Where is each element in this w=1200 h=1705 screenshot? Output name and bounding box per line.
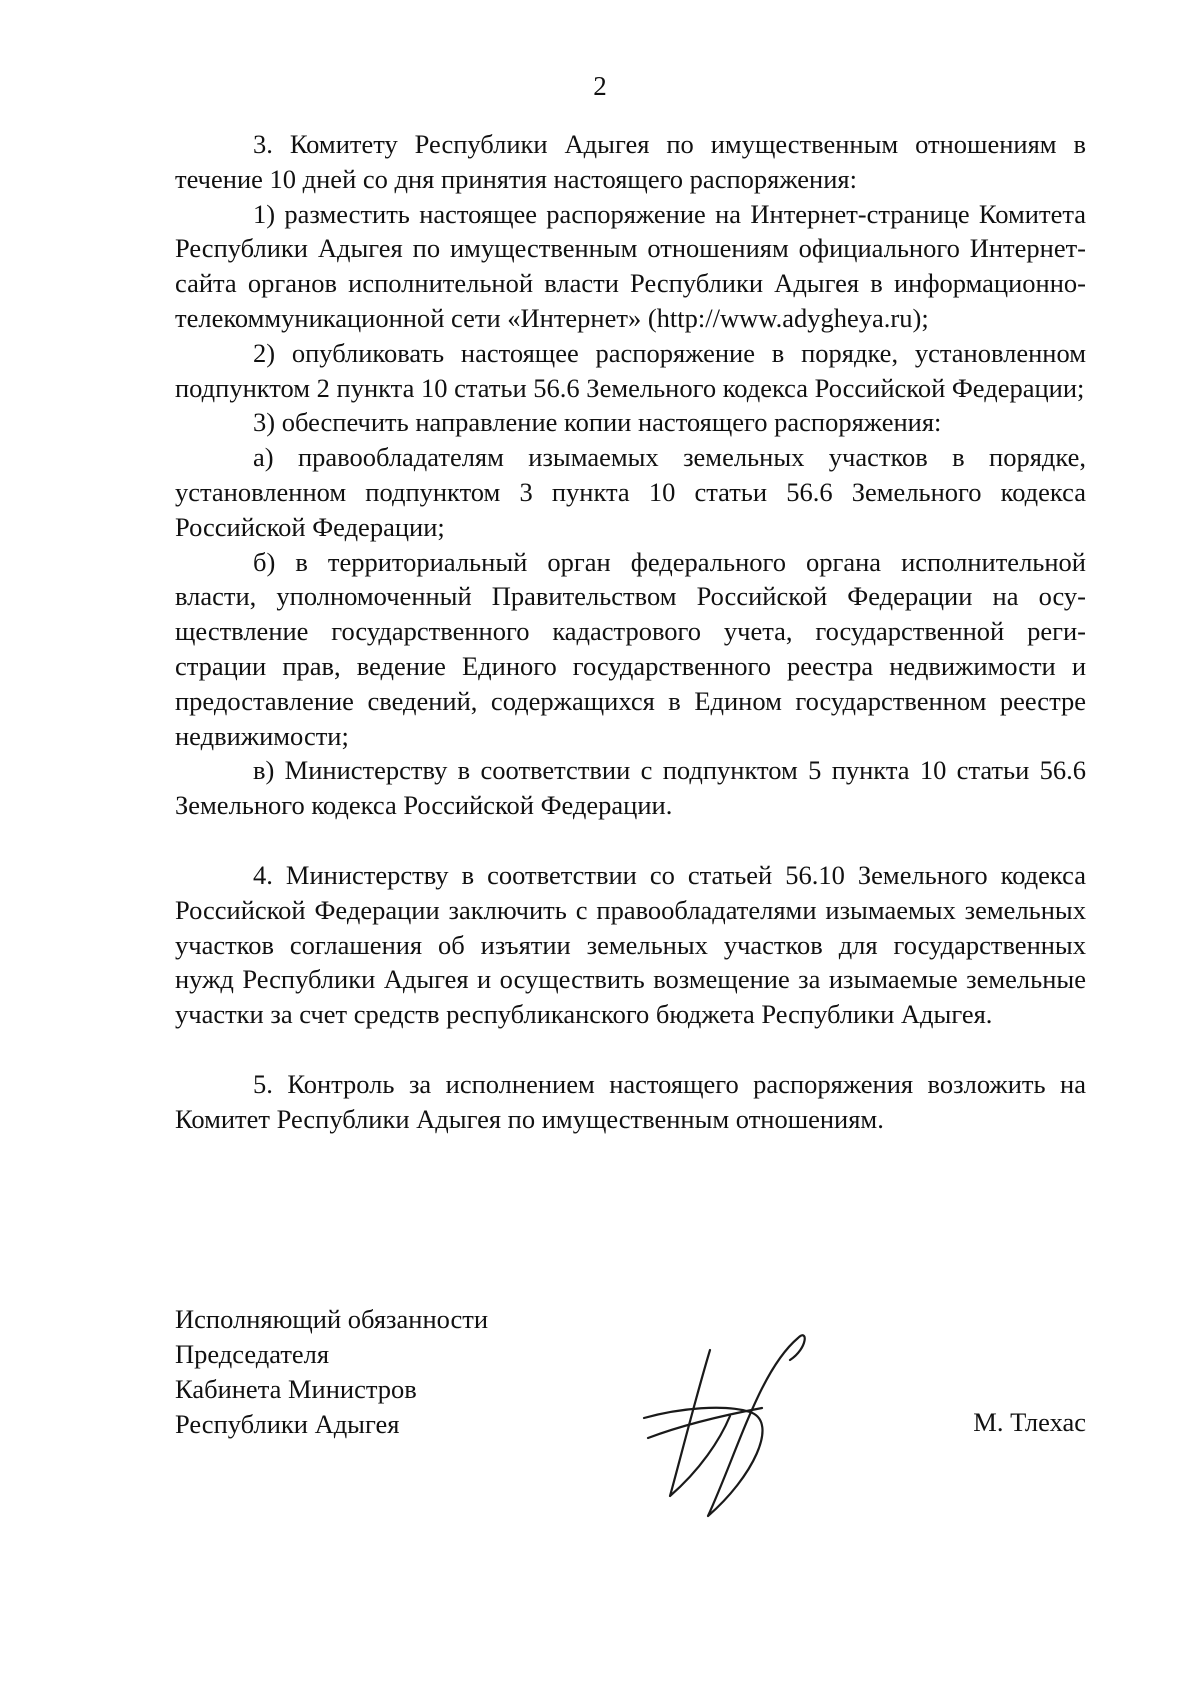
signatory-title-line: Республики Адыгея <box>175 1409 400 1439</box>
handwritten-signature <box>640 1320 820 1520</box>
paragraph-3-3-v: в) Министерству в соответствии с подпунктом 5 пункта 10 статьи 56.6 Земельного кодекса Российской Федерации. <box>175 755 1086 821</box>
paragraph-3-3-b: б) в территориальный орган федерального органа исполнительной власти, уполномоченный Правительством Российской Федерации на осуществление государственного кадастрового учета, государственной регистрации прав, ведение Единого государственного реестра недвижимости и предоставление сведений, содержащихся в Едином государственном реестре недвижимости; <box>175 546 1086 751</box>
paragraph-3-1: 1) разместить настоящее распоряжение на Интернет-странице Комитета Республики Адыгея по имущественным отношениям официального Интернет-сайта органов исполнительной власти Республики Адыгея в информационно-телекоммуникационной сети «Интернет» (http://www.adygheya.ru); <box>175 198 1086 333</box>
paragraph-3-3: 3) обеспечить направление копии настоящего распоряжения: <box>253 407 942 438</box>
paragraph-3-3-a: а) правообладателям изымаемых земельных участков в порядке, установленном подпунктом 3 пункта 10 статьи 56.6 Земельного кодекса Российской Федерации; <box>175 442 1086 542</box>
page-number: 2 <box>593 71 607 101</box>
paragraph-4: 4. Министерству в соответствии со статьей 56.10 Земельного кодекса Российской Федерации заключить с правообладателями изымаемых земельных участков соглашения об изъятии земельных участков для государственных нужд Республики Адыгея и осуществить возмещение за изымаемые земельные участки за счет средств республиканского бюджета Республики Адыгея. <box>175 859 1086 1030</box>
signatory-title-line: Председателя <box>175 1339 330 1369</box>
paragraph-3-2: 2) опубликовать настоящее распоряжение в порядке, установленном подпунктом 2 пункта 10 статьи 56.6 Земельного кодекса Российской Федерации; <box>175 337 1086 403</box>
paragraph-5: 5. Контроль за исполнением настоящего распоряжения возложить на Комитет Республики Адыгея по имущественным отношениям. <box>175 1068 1086 1134</box>
signatory-name: М. Тлехас <box>973 1407 1086 1437</box>
paragraph-3: 3. Комитету Республики Адыгея по имущественным отношениям в течение 10 дней со дня принятия настоящего распоряжения: <box>175 129 1086 194</box>
signatory-title-line: Исполняющий обязанности <box>175 1304 489 1334</box>
signatory-title-line: Кабинета Министров <box>175 1374 417 1404</box>
document-body <box>175 127 1086 1137</box>
signatory-title <box>175 1302 488 1442</box>
